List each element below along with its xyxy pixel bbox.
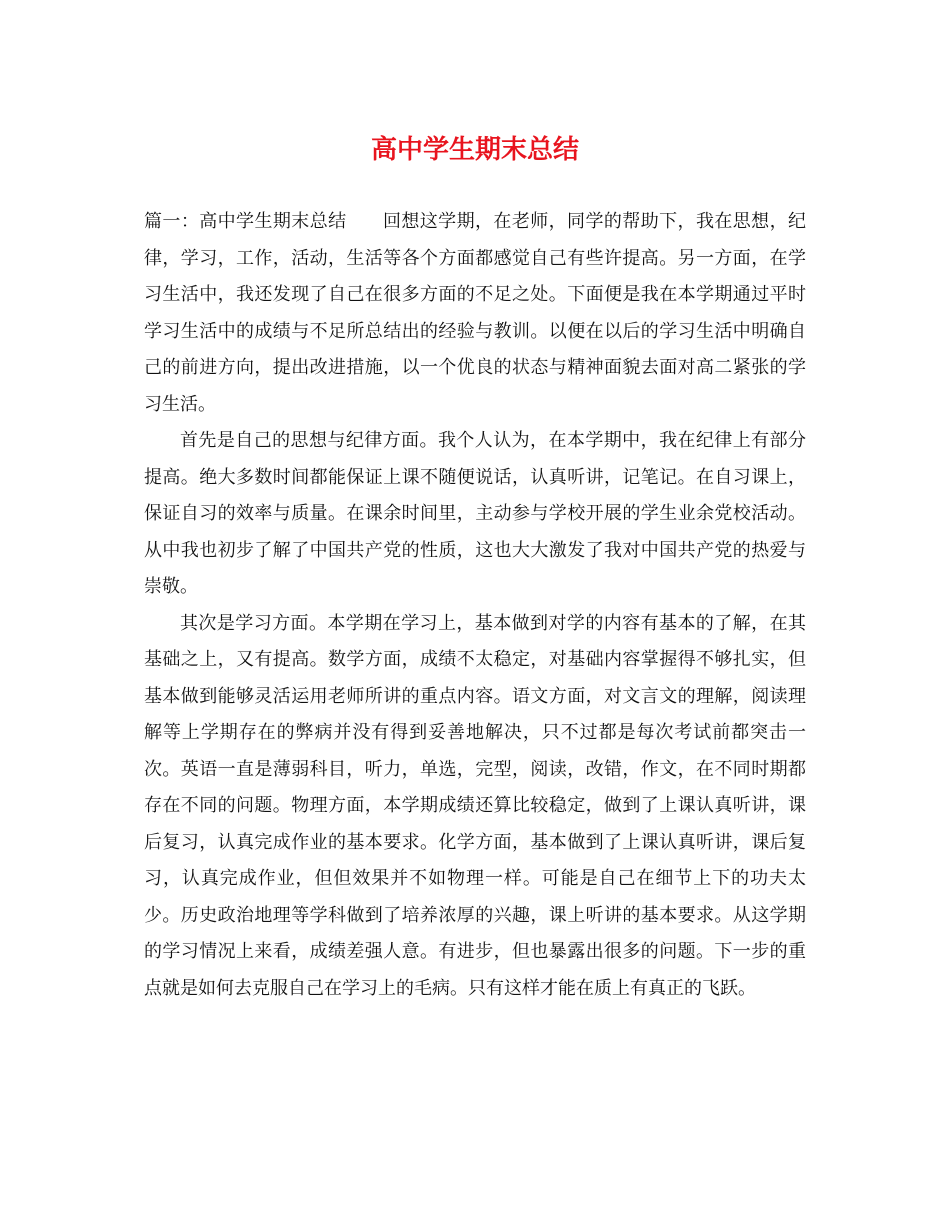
paragraph-3: 其次是学习方面。本学期在学习上，基本做到对学的内容有基本的了解，在其基础之上，又有提高。数学方面，成绩不太稳定，对基础内容掌握得不够扎实，但基本做到能够灵活运用老师所讲的重点内容。语文方面，对文言文的理解，阅读理解等上学期存在的弊病并没有得到妥善地解决，只不过都是每次考试前都突击一次。英语一直是薄弱科目，听力，单选，完型，阅读，改错，作文，在不同时期都存在不同的问题。物理方面，本学期成绩还算比较稳定，做到了上课认真听讲，课后复习，认真完成作业的基本要求。化学方面，基本做到了上课认真听讲，课后复习，认真完成作业，但但效果并不如物理一样。可能是自己在细节上下的功夫太少。历史政治地理等学科做到了培养浓厚的兴趣，课上听讲的基本要求。从这学期的学习情况上来看，成绩差强人意。有进步，但也暴露出很多的问题。下一步的重点就是如何去克服自己在学习上的毛病。只有这样才能在质上有真正的飞跃。 [144,612,806,999]
document-title: 高中学生期末总结 [370,135,579,165]
paragraph-1-text: 回想这学期，在老师，同学的帮助下，我在思想，纪律，学习，工作，活动，生活等各个方面都感觉自己有些许提高。另一方面，在学习生活中，我还发现了自己在很多方面的不足之处。下面便是我在本学期通过平时学习生活中的成绩与不足所总结出的经验与教训。以便在以后的学习生活中明确自己的前进方向，提出改进措施，以一个优良的状态与精神面貌去面对高二紧张的学习生活。 [144,211,806,415]
paragraph-2: 首先是自己的思想与纪律方面。我个人认为，在本学期中，我在纪律上有部分提高。绝大多数时间都能保证上课不随便说话，认真听讲，记笔记。在自习课上，保证自习的效率与质量。在课余时间里，主动参与学校开展的学生业余党校活动。从中我也初步了解了中国共产党的性质，这也大大激发了我对中国共产党的热爱与崇敬。 [144,430,806,597]
paragraph-1 [144,204,806,423]
document-body [144,204,806,1007]
paragraph-1-lead: 篇一：高中学生期末总结 [144,211,347,232]
